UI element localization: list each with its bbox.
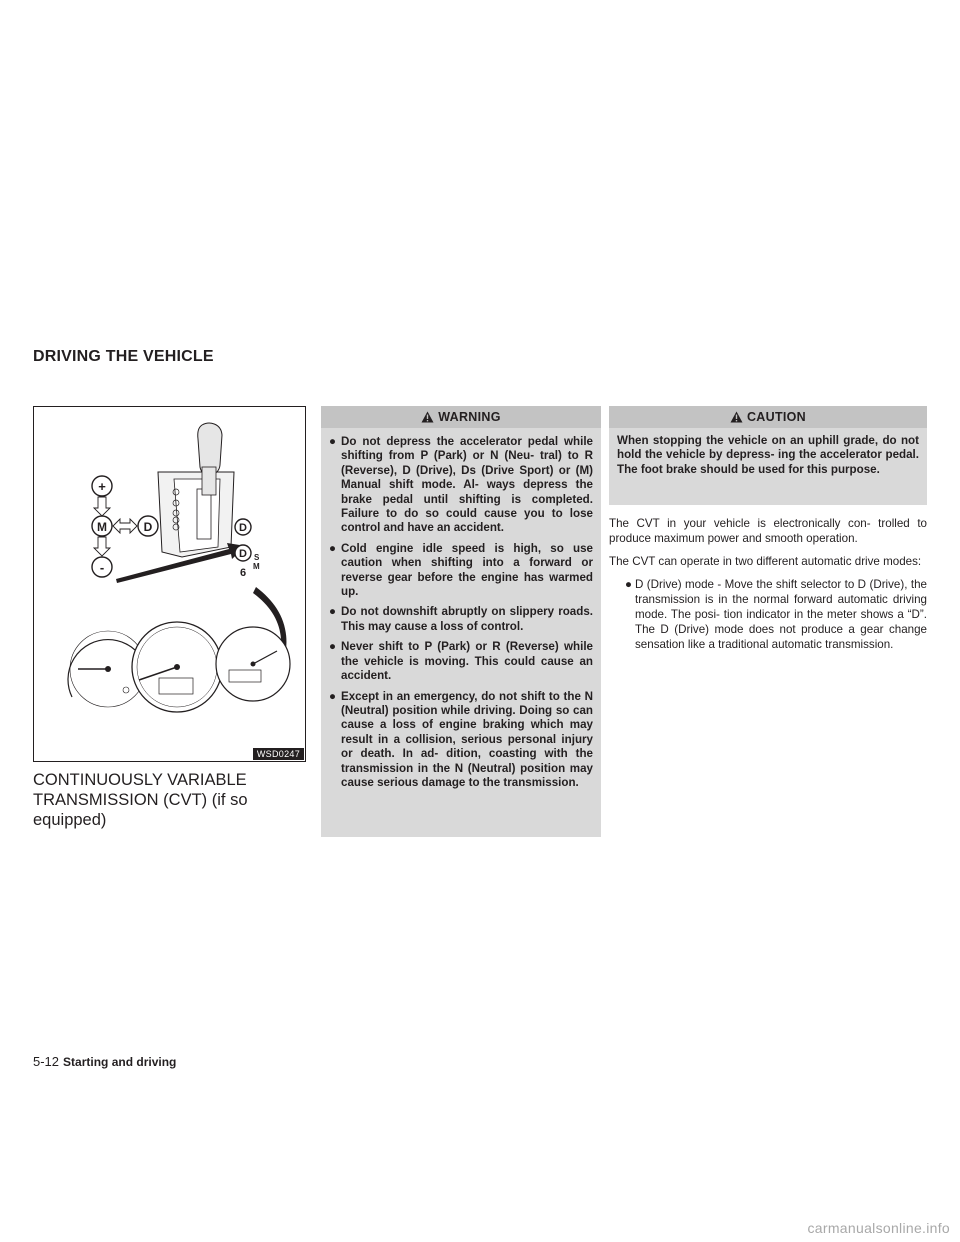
warning-triangle-icon <box>421 411 434 423</box>
warning-item <box>329 640 593 683</box>
warning-box <box>321 406 601 837</box>
caution-heading: CAUTION <box>746 410 807 424</box>
figure-label-s: S <box>254 553 260 562</box>
figure-label-m-small: M <box>253 562 260 571</box>
warning-item-text: Do not downshift abruptly on slippery roads. This may cause a loss of control. <box>341 605 593 633</box>
section-title: CONTINUOUSLY VARIABLE TRANSMISSION (CVT) (if so equipped) <box>33 771 248 829</box>
footer-section: Starting and driving <box>63 1055 177 1069</box>
watermark: carmanualsonline.info <box>807 1220 950 1236</box>
warning-item-text: Do not depress the accelerator pedal while shifting from P (Park) or N (Neu- tral) to R (Reverse), D (Drive), Ds (Drive Sport) or (M) Manual shift mode. Al- ways depress the brake pedal until shifting is completed. Failure to do so could cause you to lose control and have an accident. <box>341 435 593 535</box>
warning-item <box>329 605 593 634</box>
bullet-icon: ● <box>329 605 337 619</box>
body-text <box>609 516 927 660</box>
shifter-illustration <box>34 407 307 763</box>
warning-item <box>329 435 593 536</box>
warning-item-text: Cold engine idle speed is high, so use caution when shifting into a forward or reverse gear before the engine has warmed up. <box>341 541 593 599</box>
bullet-icon: ● <box>329 689 337 703</box>
warning-item-text: Except in an emergency, do not shift to the N (Neutral) position while driving. Doing so can cause a loss of engine braking which may result in a collision, serious personal injury or death. In ad- dition, coasting with the transmission in the N (Neutral) position may cause serious damage to the transmission. <box>341 689 593 789</box>
drive-mode-item <box>609 577 927 652</box>
cvt-shifter-figure <box>33 406 306 762</box>
body-paragraph: The CVT can operate in two different automatic drive modes: <box>609 555 922 568</box>
figure-label-ds-position: D <box>239 548 247 560</box>
warning-header <box>321 406 601 428</box>
caution-header <box>609 406 927 428</box>
figure-label-d-position: D <box>239 522 247 534</box>
figure-label-m: M <box>97 520 107 534</box>
warning-item <box>329 542 593 600</box>
bullet-icon: ● <box>329 640 337 654</box>
bullet-icon: ● <box>329 435 337 448</box>
warning-heading: WARNING <box>438 410 501 424</box>
page-footer <box>33 1054 176 1069</box>
warning-item <box>329 690 593 791</box>
figure-label-d: D <box>143 520 153 534</box>
section-header: DRIVING THE VEHICLE <box>33 348 214 365</box>
figure-label-plus: + <box>98 479 106 494</box>
bullet-icon: ● <box>625 578 633 591</box>
figure-code: WSD0247 <box>253 748 304 760</box>
caution-text: When stopping the vehicle on an uphill grade, do not hold the vehicle by depress- ing the accelerator pedal. The foot brake should be used for this purpose. <box>617 434 919 476</box>
body-paragraph: The CVT in your vehicle is electronically con- trolled to produce maximum power and smooth operation. <box>609 517 927 545</box>
figure-label-6: 6 <box>239 567 247 579</box>
warning-item-text: Never shift to P (Park) or R (Reverse) while the vehicle is moving. This could cause an accident. <box>341 640 593 683</box>
drive-mode-text: D (Drive) mode - Move the shift selector to D (Drive), the transmission is in the normal forward automatic driving mode. The posi- tion indicator in the meter shows a “D”. The D (Drive) mode does not produce a gear change sensation like a traditional automatic transmission. <box>635 578 927 651</box>
caution-box <box>609 406 927 505</box>
figure-label-minus: - <box>99 560 105 575</box>
bullet-icon: ● <box>329 541 337 555</box>
meter-cluster <box>68 622 290 712</box>
warning-triangle-icon <box>730 411 743 423</box>
page-number: 5-12 <box>33 1054 60 1069</box>
